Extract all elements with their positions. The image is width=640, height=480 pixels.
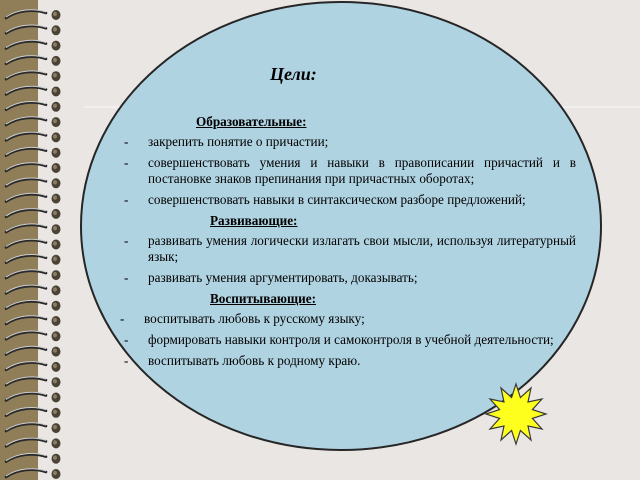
slide-title: Цели: [270, 64, 317, 84]
list-item: - развивать умения аргументировать, доказывать; [124, 270, 418, 285]
dash-marker: - [120, 311, 125, 326]
list-item: - воспитывать любовь к русскому языку; [120, 311, 365, 326]
dash-marker: - [124, 134, 129, 149]
list-item: - воспитывать любовь к родному краю. [124, 353, 361, 368]
dash-marker: - [124, 192, 129, 207]
dash-marker: - [124, 270, 129, 285]
dash-marker: - [124, 233, 129, 248]
list-item: - закрепить понятие о причастии; [124, 134, 329, 149]
list-item: - формировать навыки контроля и самоконтроля в учебной деятельности; [124, 332, 554, 347]
list-item: - развивать умения логически излагать свои мысли, используя литературный язык; [124, 233, 576, 264]
list-item: - совершенствовать навыки в синтаксическом разборе предложений; [124, 192, 526, 207]
dash-marker: - [124, 332, 129, 347]
goals-content [120, 114, 576, 374]
section-heading-educational: Образовательные: [196, 114, 307, 129]
section-heading-upbringing: Воспитывающие: [210, 291, 316, 306]
dash-marker: - [124, 353, 129, 368]
list-item: - совершенствовать умения и навыки в правописании причастий и в постановке знаков препинания при причастных оборотах; [124, 155, 576, 186]
star-burst-icon [484, 382, 548, 446]
section-heading-developing: Развивающие: [210, 213, 298, 228]
dash-marker: - [124, 155, 129, 170]
